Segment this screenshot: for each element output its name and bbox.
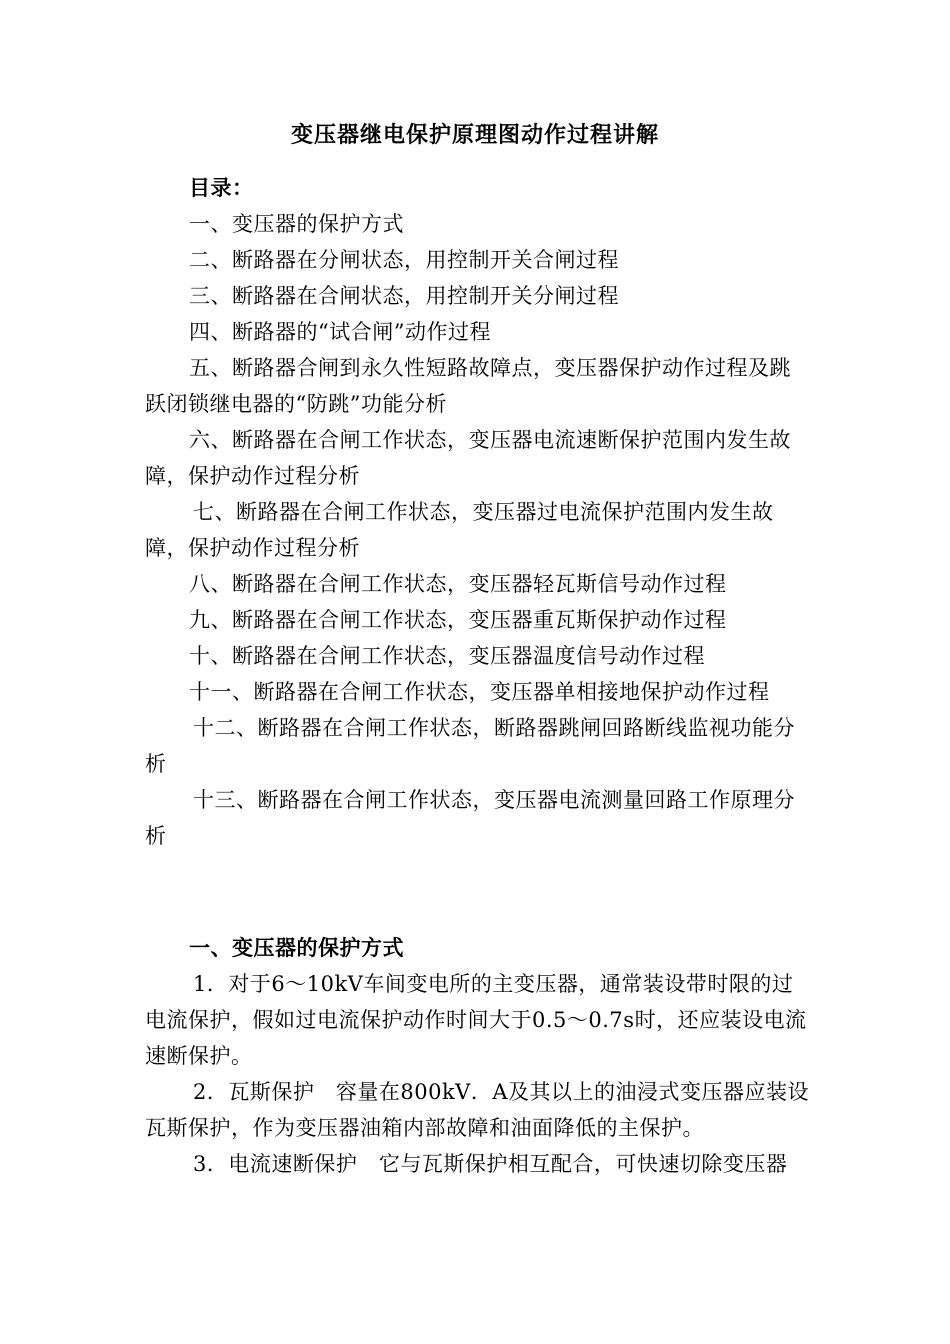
document-title: 变压器继电保护原理图动作过程讲解 <box>290 123 659 148</box>
toc-item-7: 七、断路器在合闸工作状态，变压器过电流保护范围内发生故障，保护动作过程分析 <box>145 500 774 560</box>
toc-item-text: 一、变压器的保护方式 <box>189 212 404 236</box>
toc-item-text: 十、断路器在合闸工作状态，变压器温度信号动作过程 <box>189 644 705 668</box>
section-heading-text: 一、变压器的保护方式 <box>189 936 404 960</box>
toc-item-13: 十三、断路器在合闸工作状态，变压器电流测量回路工作原理分析 <box>145 788 795 848</box>
toc-item-text: 四、断路器的“试合闸”动作过程 <box>189 320 491 344</box>
toc-item-8 <box>145 566 810 602</box>
toc-item-9 <box>145 602 810 638</box>
toc-item-11 <box>145 674 810 710</box>
toc-item-text: 三、断路器在合闸状态，用控制开关分闸过程 <box>189 284 619 308</box>
toc-heading-text: 目录： <box>189 176 254 200</box>
toc-item-2 <box>145 242 810 278</box>
toc-item-4 <box>145 314 810 350</box>
toc-item-12: 十二、断路器在合闸工作状态，断路器跳闸回路断线监视功能分析 <box>145 716 795 776</box>
section-paragraph-2: 2．瓦斯保护 容量在800kV．A及其以上的油浸式变压器应装设瓦斯保护，作为变压器油箱内部故障和油面降低的主保护。 <box>145 1080 809 1140</box>
toc-item-1 <box>145 206 810 242</box>
toc-item-3 <box>145 278 810 314</box>
section-paragraph-1: 1．对于6～10kV车间变电所的主变压器，通常装设带时限的过电流保护，假如过电流保护动作时间大于0.5～0.7s时，还应装设电流速断保护。 <box>145 972 807 1068</box>
toc-item-5: 五、断路器合闸到永久性短路故障点，变压器保护动作过程及跳跃闭锁继电器的“防跳”功能分析 <box>145 356 791 416</box>
toc-item-text: 八、断路器在合闸工作状态，变压器轻瓦斯信号动作过程 <box>189 572 727 596</box>
toc-item-10 <box>145 638 810 674</box>
toc-heading <box>145 170 810 206</box>
toc-item-text: 十一、断路器在合闸工作状态，变压器单相接地保护动作过程 <box>189 680 770 704</box>
toc-item-6: 六、断路器在合闸工作状态，变压器电流速断保护范围内发生故障，保护动作过程分析 <box>145 428 791 488</box>
toc-item-text: 二、断路器在分闸状态，用控制开关合闸过程 <box>189 248 619 272</box>
section-paragraph-3: 3．电流速断保护 它与瓦斯保护相互配合，可快速切除变压器 <box>193 1152 788 1176</box>
section-heading <box>145 930 810 966</box>
toc-item-text: 九、断路器在合闸工作状态，变压器重瓦斯保护动作过程 <box>189 608 727 632</box>
